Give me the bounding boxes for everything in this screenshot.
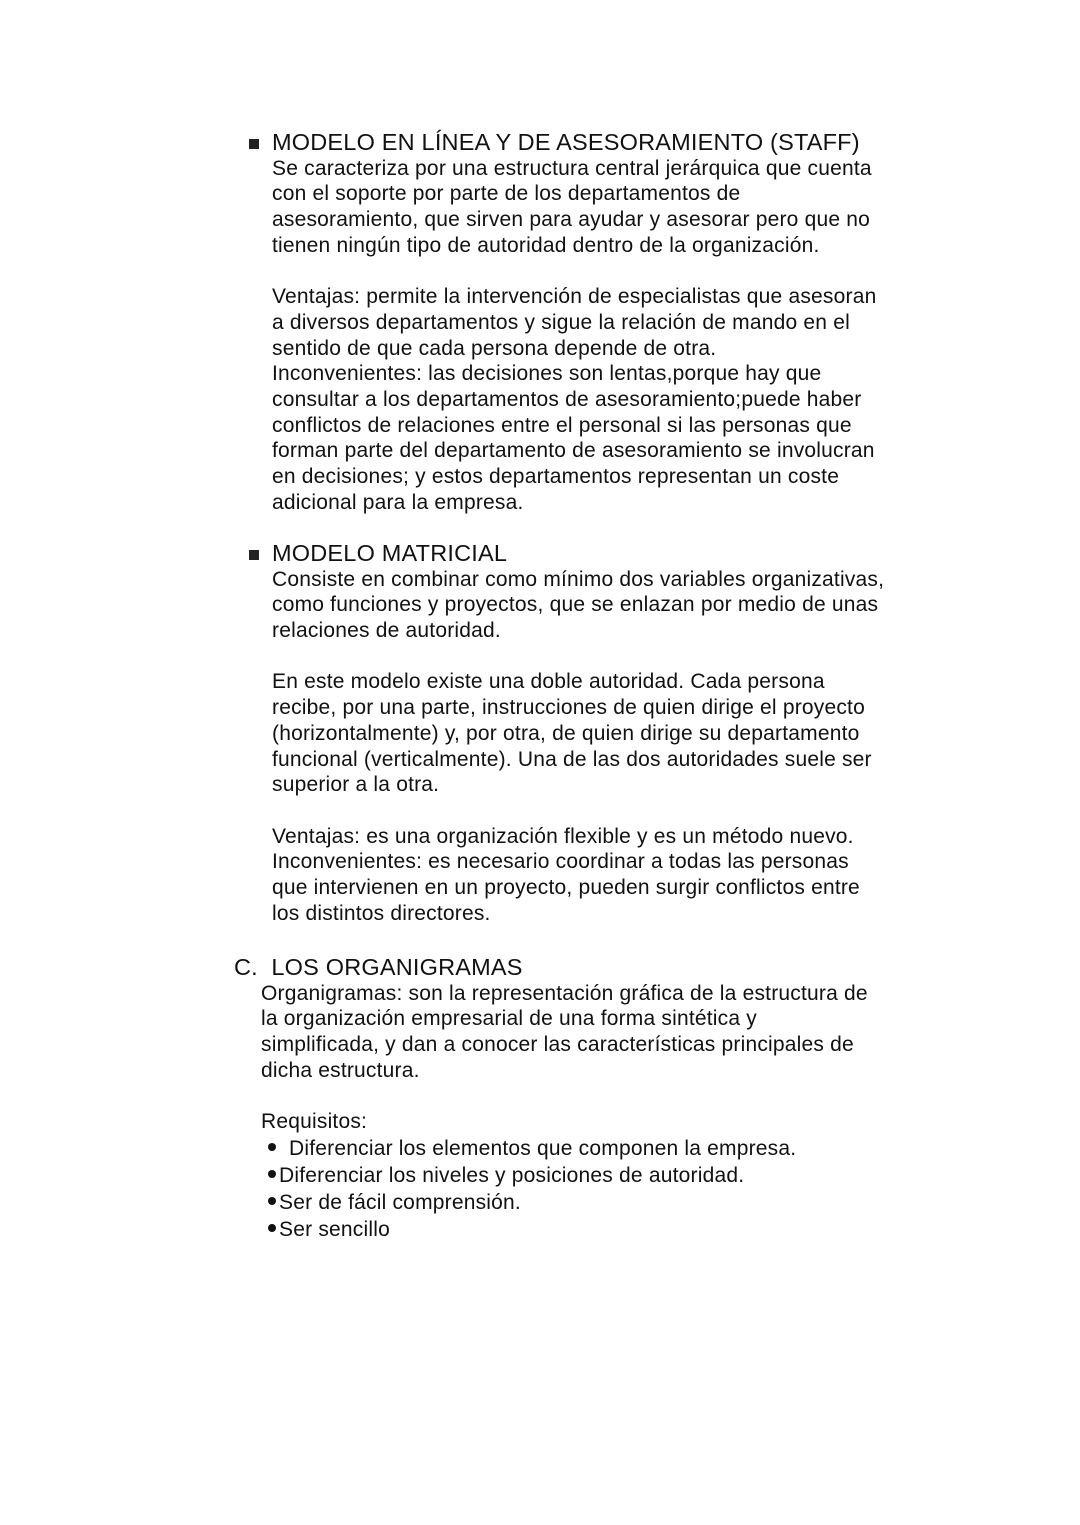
text-line: Se caracteriza por una estructura central jerárquica que cuenta [272,156,872,180]
text-line: conflictos de relaciones entre el personal si las personas que [272,413,852,437]
text-line: con el soporte por parte de los departamentos de [272,182,741,206]
text-line: relaciones de autoridad. [272,619,501,643]
organigramas-section [234,955,868,1243]
text-line: Ventajas: es una organización flexible y es un método nuevo. [272,824,854,848]
text-line: asesoramiento, que sirven para ayudar y asesorar pero que no [272,208,871,232]
list-item-text: Ser sencillo [279,1217,390,1241]
list-item [268,1216,868,1243]
list-item [268,1135,868,1162]
bullet-icon [268,1197,276,1205]
square-bullet-icon [249,550,259,560]
text-line: que intervienen en un proyecto, pueden surgir conflictos entre [272,875,860,899]
text-line: Inconvenientes: las decisiones son lentas,porque hay que [272,362,822,386]
text-line: adicional para la empresa. [272,490,524,514]
requisitos-label: Requisitos: [261,1110,368,1134]
staff-and-matrix-models [272,130,884,926]
text-line: los distintos directores. [272,901,491,925]
text-line: la organización empresarial de una forma sintética y [261,1007,757,1031]
text-line: Inconvenientes: es necesario coordinar a todas las personas [272,850,849,874]
text-line: sentido de que cada persona depende de otra. [272,336,717,360]
text-line: como funciones y proyectos, que se enlazan por medio de unas [272,593,879,617]
section-heading [272,541,884,567]
text-line: consultar a los departamentos de asesoramiento;puede haber [272,387,862,411]
text-line: funcional (verticalmente). Una de las dos autoridades suele ser [272,747,872,771]
list-item-text: Diferenciar los niveles y posiciones de autoridad. [279,1163,745,1187]
text-line: en decisiones; y estos departamentos representan un coste [272,464,840,488]
text-line: tienen ningún tipo de autoridad dentro de la organización. [272,233,820,257]
list-item [268,1189,868,1216]
bullet-icon [268,1143,276,1151]
heading-text: MODELO EN LÍNEA Y DE ASESORAMIENTO (STAFF) [272,129,860,155]
text-line: En este modelo existe una doble autoridad. Cada persona [272,670,825,694]
text-line: simplificada, y dan a conocer las características principales de [261,1033,854,1057]
heading-text: MODELO MATRICIAL [272,540,508,566]
text-line: recibe, por una parte, instrucciones de quien dirige el proyecto [272,696,865,720]
square-bullet-icon [249,139,259,149]
text-line: Consiste en combinar como mínimo dos variables organizativas, [272,567,885,591]
text-line: Organigramas: son la representación gráfica de la estructura de [261,981,868,1005]
list-item-text: Ser de fácil comprensión. [279,1190,521,1214]
bullet-icon [268,1224,276,1232]
section-heading [272,130,884,156]
text-line: forman parte del departamento de asesoramiento se involucran [272,439,875,463]
list-item [268,1162,868,1189]
list-item-text: Diferenciar los elementos que componen la empresa. [283,1136,797,1160]
bullet-icon [268,1170,276,1178]
text-line: Ventajas: permite la intervención de especialistas que asesoran [272,285,877,309]
text-line: dicha estructura. [261,1058,420,1082]
text-line: (horizontalmente) y, por otra, de quien dirige su departamento [272,721,860,745]
text-line: superior a la otra. [272,773,440,797]
section-heading: C. LOS ORGANIGRAMAS [234,954,523,980]
text-line: a diversos departamentos y sigue la relación de mando en el [272,310,850,334]
